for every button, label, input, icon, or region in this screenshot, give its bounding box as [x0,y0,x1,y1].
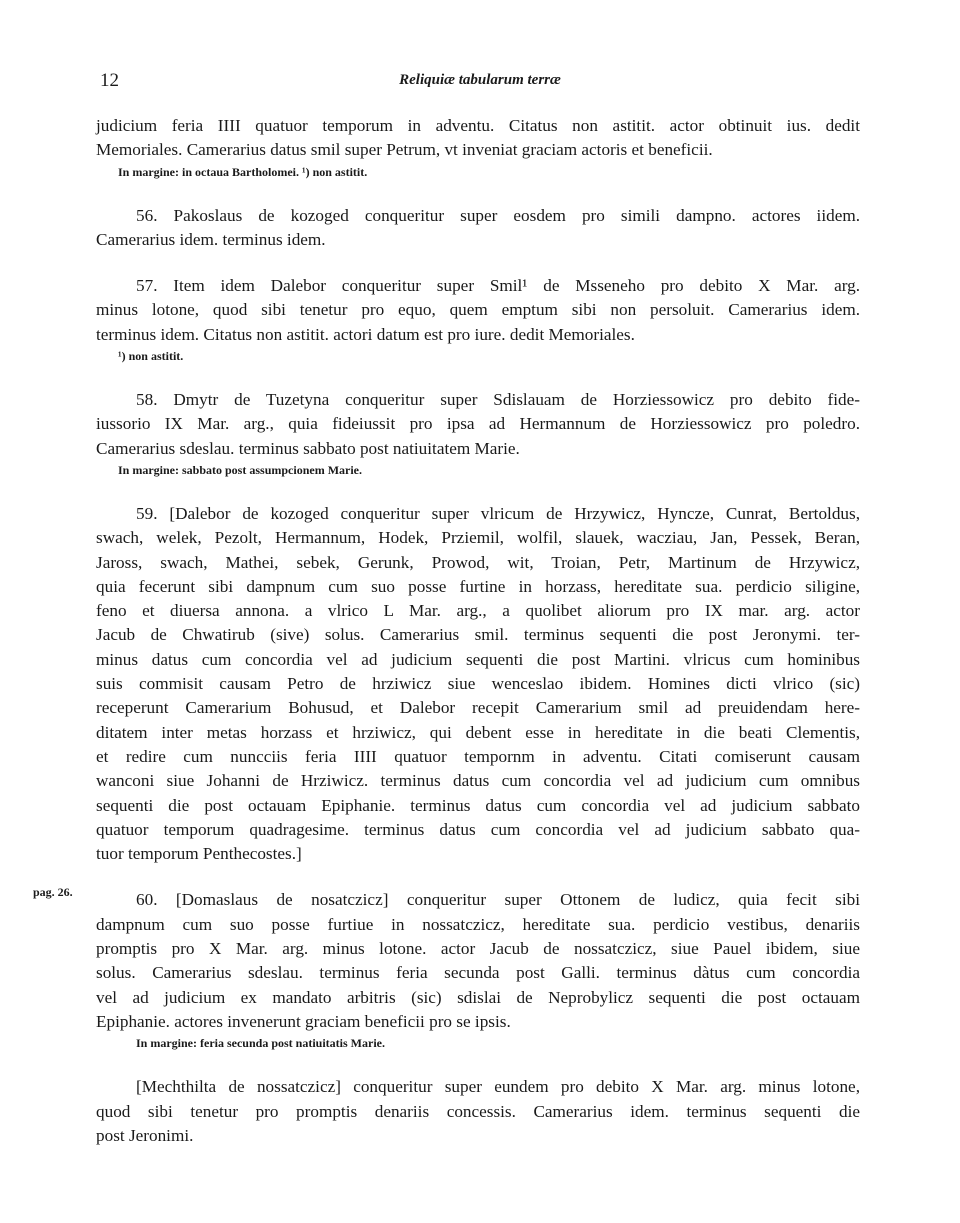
document-body [96,114,860,1148]
text-line: Jaross, swach, Mathei, sebek, Gerunk, Prowod, wit, Troian, Petr, Martinum de Hrzywicz, [96,552,860,572]
margin-note: In margine: in octaua Bartholomei. ¹) non astitit. [118,164,368,179]
text-line: quatuor temporum quadragesime. terminus datus cum concordia vel ad judicium sabbato qua- [96,819,860,839]
text-line: judicium feria IIII quatuor temporum in adventu. Citatus non astitit. actor obtinuit ius. dedit [96,116,860,135]
entry-57 [96,274,860,366]
text-line: Epiphanie. actores invenerunt graciam beneficii pro se ipsis. [96,1011,511,1031]
entry-mechthilta [96,1075,860,1148]
entry-56 [96,204,860,253]
text-line: solus. Camerarius sdeslau. terminus feria secunda post Galli. terminus dàtus cum concordia [96,963,860,983]
text-line: promptis pro X Mar. arg. minus lotone. actor Jacub de nossatczicz, siue Pauel ibidem, siue [96,939,860,959]
text-line: quia fecerunt sibi dampnum cum suo posse furtine in horzass, hereditate sua. perdicio siligine, [96,576,860,596]
text-line: Camerarius idem. terminus idem. [96,229,326,249]
entry-continuation [96,114,860,182]
text-line: Memoriales. Camerarius datus smil super Petrum, vt inveniat graciam actoris et beneficii. [96,140,713,160]
text-line: feno et diuersa annona. a vlrico L Mar. arg., a quolibet aliorum pro IX mar. arg. actor [96,601,860,621]
text-line: ditatem inter metas horzass et hrziwicz, qui debent esse in hereditate in die beati Clementis, [96,722,860,742]
entry-60 [96,888,860,1053]
text-line: [Mechthilta de nossatczicz] conqueritur super eundem pro debito X Mar. arg. minus lotone, [136,1077,860,1097]
text-line: 58. Dmytr de Tuzetyna conqueritur super Sdislauam de Horziessowicz pro debito fide- [136,390,860,410]
running-title: Reliquiæ tabularum terræ [399,72,561,88]
margin-note: In margine: sabbato post assumpcionem Marie. [118,462,363,477]
text-line: receperunt Camerarium Bohusud, et Dalebor recepit Camerarium smil ad preuidendam here- [96,698,860,718]
text-line: suis commisit causam Petro de hrziwicz siue wenceslao ibidem. Homines dicti vlrico (sic) [96,674,860,694]
text-line: wanconi siue Johanni de Hrziwicz. terminus datus cum concordia vel ad judicium cum omnibus [96,771,860,791]
text-line: minus lotone, quod sibi tenetur pro equo, quem emptum sibi non persoluit. Camerarius idem. [96,300,860,320]
margin-note: In margine: feria secunda post natiuitatis Marie. [136,1036,385,1051]
text-line: et redire cum nuncciis feria IIII quatuor tempornm in adventu. Citati comiserunt causam [96,746,860,766]
text-line: minus datus cum concordia vel ad judicium sequenti die post Martini. vlricus cum hominibus [96,649,860,669]
footnote: ¹) non astitit. [118,349,184,364]
text-line: dampnum cum suo posse furtiue in nossatczicz, hereditate sua. perdicio vestibus, denariis [96,914,860,934]
text-line: post Jeronimi. [96,1125,194,1145]
text-line: sequenti die post octauam Epiphanie. terminus datus cum concordia vel ad judicium sabbato [96,795,860,815]
text-line: vel ad judicium ex mandato arbitris (sic) sdislai de Neprobylicz sequenti die post octauam [96,987,860,1007]
entry-58 [96,388,860,480]
text-line: terminus idem. Citatus non astitit. actori datum est pro iure. dedit Memoriales. [96,324,635,344]
page-number: 12 [100,70,119,91]
text-line: 60. [Domaslaus de nosatczicz] conqueritur super Ottonem de ludicz, quia fecit sibi [136,890,860,910]
page-header [100,70,860,98]
text-line: iussorio IX Mar. arg., quia fideiussit pro ipsa ad Hermannum de Horziessowicz pro poledro. [96,414,860,434]
text-line: Jacub de Chwatirub (sive) solus. Camerarius smil. terminus sequenti die post Jeronymi. ter- [96,625,860,645]
text-line: 59. [Dalebor de kozoged conqueritur super vlricum de Hrzywicz, Hyncze, Cunrat, Bertoldus, [136,503,860,523]
text-line: 56. Pakoslaus de kozoged conqueritur super eosdem pro simili dampno. actores iidem. [136,205,860,225]
text-line: quod sibi tenetur pro promptis denariis concessis. Camerarius idem. terminus sequenti die [96,1101,860,1121]
text-line: swach, welek, Pezolt, Hermannum, Hodek, Prziemil, wolfil, slauek, wacziau, Jan, Pessek, Beran, [96,528,860,548]
text-line: Camerarius sdeslau. terminus sabbato post natiuitatem Marie. [96,438,520,458]
text-line: tuor temporum Penthecostes.] [96,844,302,864]
entry-59 [96,502,860,866]
margin-page-reference: pag. 26. [33,885,73,899]
text-line: 57. Item idem Dalebor conqueritur super Smil¹ de Msseneho pro debito X Mar. arg. [136,276,860,296]
